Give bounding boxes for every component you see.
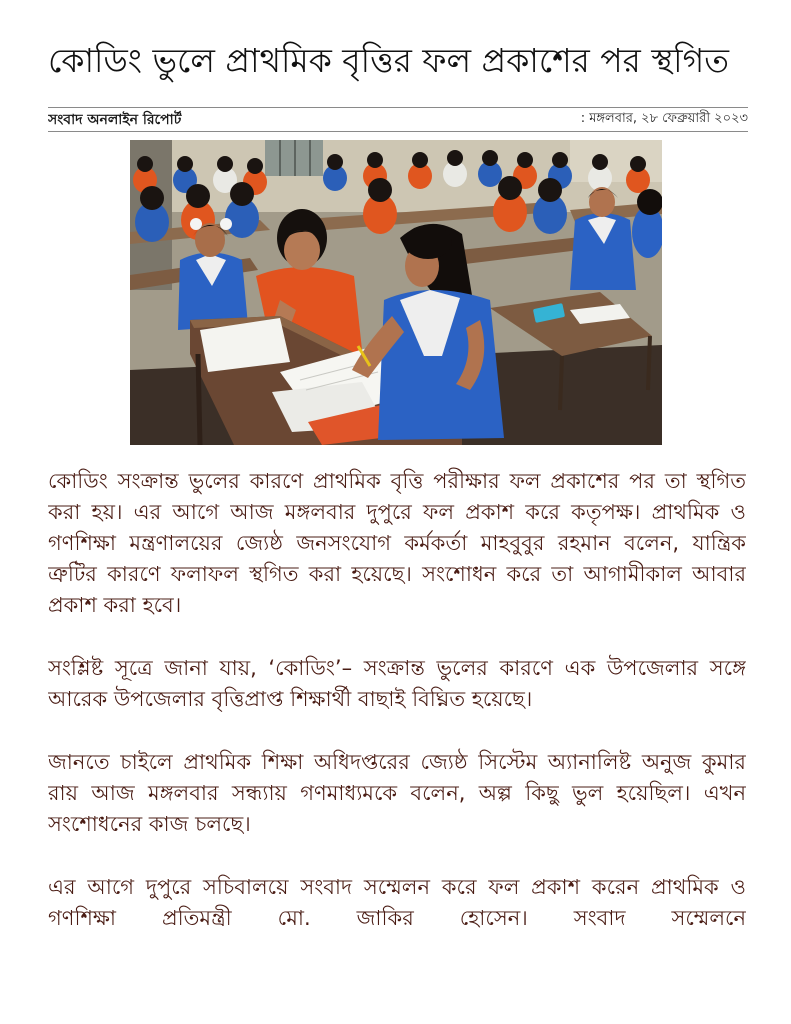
article-paragraph: জানতে চাইলে প্রাথমিক শিক্ষা অধিদপ্তরের জ্যেষ্ঠ সিস্টেম অ্যানালিষ্ট অনুজ কুমার রায় আজ মঙ্গলবার সন্ধ্যায় গণমাধ্যমকে বলেন, অল্প কিছু ভুল হয়েছিল। এখন সংশোধনের কাজ চলছে। <box>48 750 746 836</box>
byline-bar <box>48 107 748 132</box>
byline-source: সংবাদ অনলাইন রিপোর্ট <box>48 111 182 128</box>
byline-date: : মঙ্গলবার, ২৮ ফেব্রুয়ারী ২০২৩ <box>580 111 748 126</box>
article-body <box>48 466 746 1006</box>
article-paragraph: কোডিং সংক্রান্ত ভুলের কারণে প্রাথমিক বৃত্তি পরীক্ষার ফল প্রকাশের পর তা স্থগিত করা হয়। এর আগে আজ মঙ্গলবার দুপুরে ফল প্রকাশ করে কতৃপক্ষ। প্রাথমিক ও গণশিক্ষা মন্ত্রণালয়ের জ্যেষ্ঠ জনসংযোগ কর্মকর্তা মাহবুবুর রহমান বলেন, যান্ত্রিক ত্রুটির কারণে ফলাফল স্থগিত করা হয়েছে। সংশোধন করে তা আগামীকাল আবার প্রকাশ করা হবে। <box>48 469 746 617</box>
article-paragraph: সংশ্লিষ্ট সূত্রে জানা যায়, ‘কোডিং’– সংক্রান্ত ভুলের কারণে এক উপজেলার সঙ্গে আরেক উপজেলার বৃত্তিপ্রাপ্ত শিক্ষার্থী বাছাই বিঘ্নিত হয়েছে। <box>48 656 746 711</box>
article-paragraph: এর আগে দুপুরে সচিবালয়ে সংবাদ সম্মেলন করে ফল প্রকাশ করেন প্রাথমিক ও গণশিক্ষা প্রতিমন্ত্রী মো. জাকির হোসেন। সংবাদ সম্মেলনে <box>48 875 746 930</box>
article-photo <box>130 140 662 445</box>
exam-hall-photo <box>130 140 662 445</box>
article-headline: কোডিং ভুলে প্রাথমিক বৃত্তির ফল প্রকাশের পর স্থগিত <box>48 41 729 80</box>
